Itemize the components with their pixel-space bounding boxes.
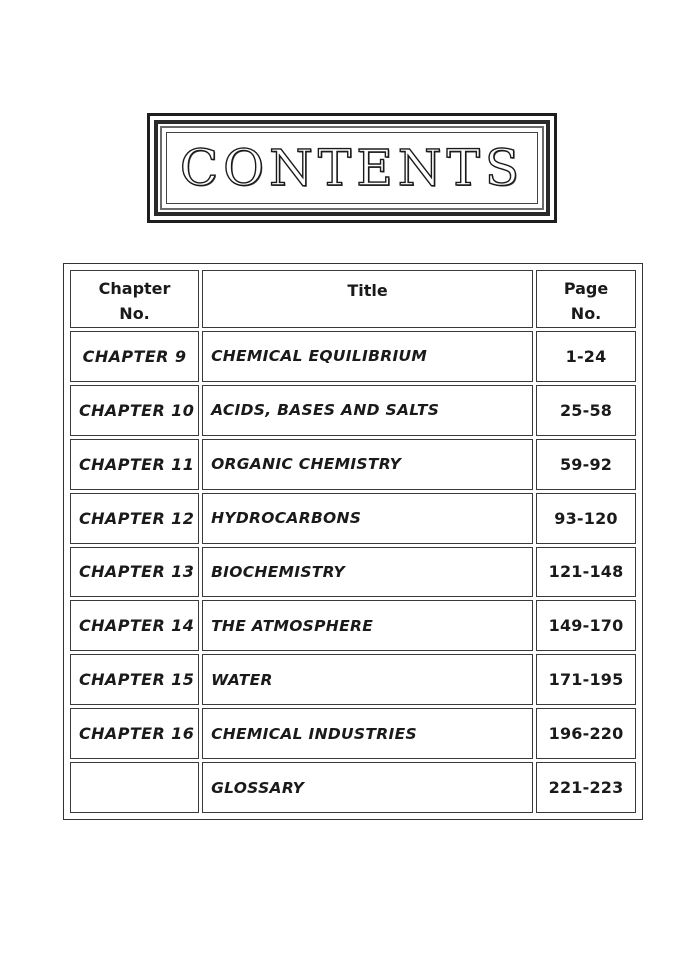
chapter-title-cell: WATER — [202, 654, 533, 705]
chapter-title-cell: ORGANIC CHEMISTRY — [202, 439, 533, 490]
header-page-line2: No. — [570, 303, 602, 323]
page-range-cell: 93-120 — [536, 493, 636, 544]
contents-banner — [147, 113, 557, 223]
table-row — [70, 708, 636, 759]
chapter-title-cell: GLOSSARY — [202, 762, 533, 813]
table-row — [70, 439, 636, 490]
table-row — [70, 762, 636, 813]
page-range-cell: 59-92 — [536, 439, 636, 490]
chapter-number-cell: CHAPTER 9 — [70, 331, 199, 382]
chapter-title-cell: CHEMICAL EQUILIBRIUM — [202, 331, 533, 382]
page-range-cell: 196-220 — [536, 708, 636, 759]
page-range-cell: 149-170 — [536, 600, 636, 651]
page-range-cell: 1-24 — [536, 331, 636, 382]
chapter-number-cell — [70, 762, 199, 813]
table-of-contents — [63, 263, 643, 820]
chapter-title-cell: ACIDS, BASES AND SALTS — [202, 385, 533, 436]
table-row — [70, 331, 636, 382]
header-title — [202, 270, 533, 328]
chapter-number-cell: CHAPTER 16 — [70, 708, 199, 759]
chapter-number-cell: CHAPTER 12 — [70, 493, 199, 544]
table-row — [70, 385, 636, 436]
page-range-cell: 25-58 — [536, 385, 636, 436]
header-title-label: Title — [347, 281, 388, 300]
table-header-row — [70, 270, 636, 328]
table-row — [70, 547, 636, 598]
header-chapter-line1: Chapter — [98, 279, 171, 298]
chapter-number-cell: CHAPTER 14 — [70, 600, 199, 651]
contents-table — [67, 267, 639, 816]
chapter-number-cell: CHAPTER 15 — [70, 654, 199, 705]
chapter-number-cell: CHAPTER 11 — [70, 439, 199, 490]
page-title: CONTENTS — [179, 139, 525, 197]
chapter-number-cell: CHAPTER 10 — [70, 385, 199, 436]
chapter-title-cell: THE ATMOSPHERE — [202, 600, 533, 651]
header-page-no — [536, 270, 636, 328]
chapter-number-cell: CHAPTER 13 — [70, 547, 199, 598]
table-row — [70, 493, 636, 544]
page-range-cell: 171-195 — [536, 654, 636, 705]
table-row — [70, 654, 636, 705]
page-range-cell: 121-148 — [536, 547, 636, 598]
chapter-title-cell: CHEMICAL INDUSTRIES — [202, 708, 533, 759]
contents-banner-inner — [166, 132, 538, 204]
header-page-line1: Page — [563, 279, 609, 298]
header-chapter-line2: No. — [119, 303, 150, 323]
header-chapter-no — [70, 270, 199, 328]
chapter-title-cell: BIOCHEMISTRY — [202, 547, 533, 598]
page-range-cell: 221-223 — [536, 762, 636, 813]
chapter-title-cell: HYDROCARBONS — [202, 493, 533, 544]
table-row — [70, 600, 636, 651]
